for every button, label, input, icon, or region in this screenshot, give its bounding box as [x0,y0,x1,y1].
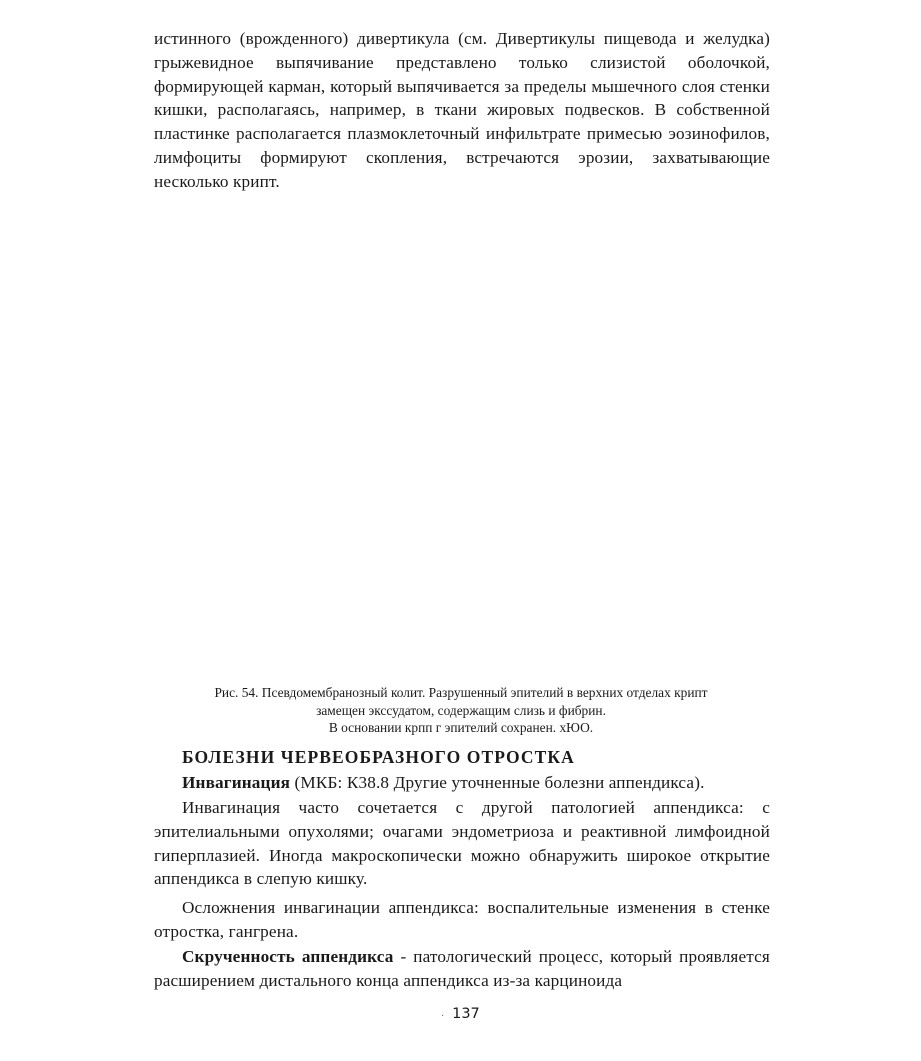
page-number-mark: . [441,1009,445,1019]
caption-line-1: Рис. 54. Псевдомембранозный колит. Разрушенный эпителий в верхних отделах крипт [214,685,708,700]
paragraph-torsion [154,945,770,993]
top-paragraph: истинного (врожденного) дивертикула (см. Дивертикулы пищевода и желудка) грыжевидное выпячивание представлено только слизистой оболочкой, формирующей карман, который выпячивается за пределы мышечного слоя стенки кишки, располагаясь, например, в ткани жировых подвесков. В собственной пластинке располагается плазмоклеточный инфильтрате примесью эозинофилов, лимфоциты формируют скопления, встречаются эрозии, захватывающие несколько крипт. [154,29,770,191]
icd-code-text: (МКБ: К38.8 Другие уточненные болезни аппендикса). [290,773,705,792]
torsion-text: - патологический процесс, который проявляется расширением дистального конца аппендикса из-за карциноида [154,947,770,990]
page-number-value: 137 [452,1006,480,1022]
page-number [0,1006,921,1022]
term-invagination: Инвагинация [182,773,291,792]
caption-line-2: замещен экссудатом, содержащим слизь и фибрин. [316,702,606,718]
section-heading: БОЛЕЗНИ ЧЕРВЕОБРАЗНОГО ОТРОСТКА [182,747,575,767]
figure-caption [150,684,772,737]
paragraph-complications: Осложнения инвагинации аппендикса: воспалительные изменения в стенке отростка, гангрена. [154,898,770,941]
paragraph-invagination-title [154,771,770,795]
term-torsion: Скрученность аппендикса [182,947,394,966]
figure-area [154,210,770,675]
caption-line-3: В основании крпп г эпителий сохранен. хЮО. [328,720,594,736]
paragraph-invagination-description: Инвагинация часто сочетается с другой патологией аппендикса: с эпителиальными опухолями; очагами эндометриоза и реактивной лимфоидной гиперплазией. Иногда макроскопически можно обнаружить широкое открытие аппендикса в слепую кишку. [154,798,770,889]
